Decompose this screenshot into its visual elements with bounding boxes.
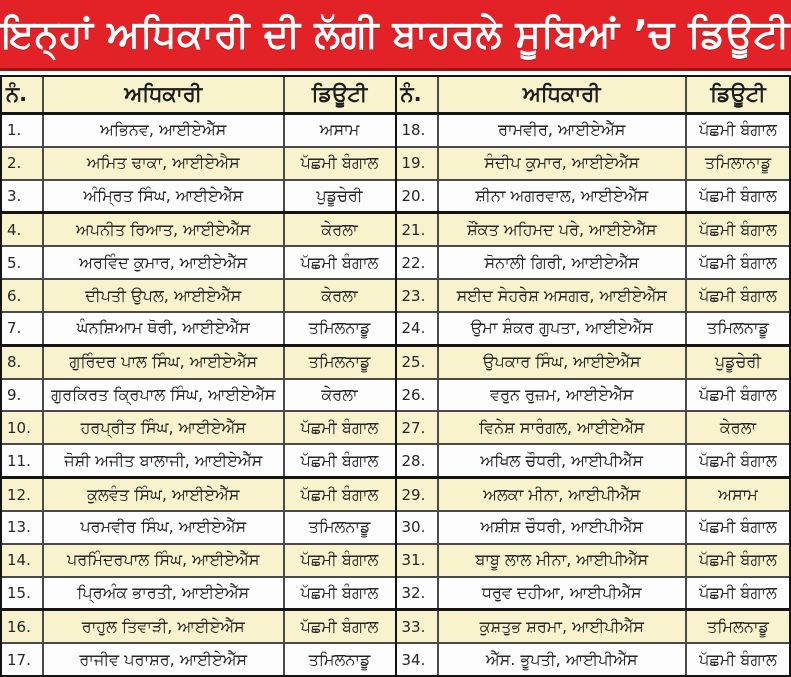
table-header-row (397, 77, 790, 115)
table-row (397, 412, 790, 445)
officer-name: ਐੱਸ. ਭੂਪਤੀ, ਆਈਪੀਐੱਸ (439, 644, 688, 675)
row-number: 19. (397, 148, 439, 179)
row-number: 15. (2, 578, 44, 609)
duty-state: ਤਮਿਲਨਾਡੂ (308, 352, 371, 372)
table-row (2, 512, 395, 545)
row-number: 25. (397, 347, 439, 378)
row-number: 14. (2, 545, 44, 576)
duty-state: ਪੱਛਮੀ ਬੰਗਾਲ (699, 186, 777, 206)
row-number: 8. (2, 347, 44, 378)
officer-name: ਪਰਮਵੀਰ ਸਿੰਘ, ਆਈਏਐੱਸ (44, 512, 285, 543)
table-row (397, 611, 790, 644)
duty-state: ਪੱਛਮੀ ਬੰਗਾਲ (300, 417, 379, 437)
row-number: 21. (397, 214, 439, 245)
row-number: 18. (397, 115, 439, 146)
row-number: 5. (2, 247, 44, 278)
officer-name: ਉਪਕਾਰ ਸਿੰਘ, ਆਈਏਐੱਸ (439, 347, 688, 378)
table-row (2, 347, 395, 380)
duty-state: ਪੱਛਮੀ ਬੰਗਾਲ (699, 550, 777, 570)
row-number: 24. (397, 313, 439, 344)
duty-state: ਕੇਰਲਾ (321, 385, 358, 405)
duty-state: ਪੱਛਮੀ ਬੰਗਾਲ (699, 450, 777, 470)
column-header-officer: ਅਧਿਕਾਰੀ (44, 77, 285, 112)
officers-table-left (2, 77, 397, 675)
table-row (2, 214, 395, 247)
row-number: 11. (2, 445, 44, 476)
officer-name: ਅੰਮ੍ਰਿਤ ਸਿੰਘ, ਆਈਏਐੱਸ (44, 181, 285, 212)
officer-name: ਗੁਰਕਿਰਤ ਕ੍ਰਿਪਾਲ ਸਿੰਘ, ਆਈਏਐੱਸ (44, 380, 285, 411)
table-row (397, 445, 790, 479)
duty-state: ਪੱਛਮੀ ਬੰਗਾਲ (300, 484, 379, 504)
duty-state: ਪੱਛਮੀ ਬੰਗਾਲ (699, 252, 777, 272)
column-header-duty: ਡਿਊਟੀ (710, 82, 766, 106)
duty-state: ਤਮਿਲਨਾਡੂ (707, 318, 769, 338)
duty-state: ਪੱਛਮੀ ਬੰਗਾਲ (699, 517, 777, 537)
duty-state: ਕੇਰਲਾ (321, 219, 358, 239)
duty-state: ਪੱਛਮੀ ਬੰਗਾਲ (300, 616, 379, 636)
table-row (397, 148, 790, 181)
duty-state: ਕੇਰਲਾ (719, 417, 757, 437)
table-row (2, 611, 395, 644)
officer-name: ਰਾਜੀਵ ਪਰਾਸ਼ਰ, ਆਈਏਐੱਸ (44, 644, 285, 675)
table-row (2, 644, 395, 675)
officer-name: ਪ੍ਰਿਅੰਕ ਭਾਰਤੀ, ਆਈਏਐੱਸ (44, 578, 285, 609)
duty-state: ਪੱਛਮੀ ਬੰਗਾਲ (300, 550, 379, 570)
officer-name: ਅਮਿਤ ਢਾਕਾ, ਆਈਏਐਸ (44, 148, 285, 179)
officer-name: ਜੋਸ਼ੀ ਅਜੀਤ ਬਾਲਾਜੀ, ਆਈਏਐੱਸ (44, 445, 285, 476)
table-row (2, 247, 395, 280)
row-number: 33. (397, 611, 439, 642)
row-number: 22. (397, 247, 439, 278)
column-header-number: ਨੰ. (397, 77, 439, 112)
page-title: ਇਨ੍ਹਾਂ ਅਧਿਕਾਰੀ ਦੀ ਲੱਗੀ ਬਾਹਰਲੇ ਸੂਬਿਆਂ ’ਚ ਡਿਊਟੀ (0, 0, 791, 71)
table-header-row (2, 77, 395, 115)
row-number: 34. (397, 644, 439, 675)
row-number: 29. (397, 479, 439, 510)
row-number: 27. (397, 412, 439, 443)
row-number: 20. (397, 181, 439, 212)
column-header-duty: ਡਿਊਟੀ (311, 82, 368, 106)
officer-name: ਅਰਵਿੰਦ ਕੁਮਾਰ, ਆਈਏਐੱਸ (44, 247, 285, 278)
table-row (397, 545, 790, 578)
table-row (397, 115, 790, 148)
duty-state: ਪੱਛਮੀ ਬੰਗਾਲ (699, 385, 777, 405)
officer-name: ਪਰਮਿੰਦਰਪਾਲ ਸਿੰਘ, ਆਈਏਐੱਸ (44, 545, 285, 576)
officer-name: ਕੁਲਵੰਤ ਸਿੰਘ, ਆਈਏਐੱਸ (44, 479, 285, 510)
row-number: 30. (397, 512, 439, 543)
row-number: 16. (2, 611, 44, 642)
row-number: 23. (397, 280, 439, 311)
row-number: 31. (397, 545, 439, 576)
duty-state: ਪੁਡੂਚੇਰੀ (714, 352, 762, 372)
table-row (2, 181, 395, 215)
table-row (2, 412, 395, 445)
officer-name: ਬਾਬੂ ਲਾਲ ਮੀਨਾ, ਆਈਪੀਐੱਸ (439, 545, 688, 576)
officer-name: ਗੁਰਿੰਦਰ ਪਾਲ ਸਿੰਘ, ਆਈਏਐੱਸ (44, 347, 285, 378)
table-row (397, 347, 790, 380)
row-number: 32. (397, 578, 439, 609)
row-number: 28. (397, 445, 439, 476)
table-row (397, 578, 790, 612)
officer-name: ਵਰੁਨ ਰੁਜ਼ਮ, ਆਈਏਐੱਸ (439, 380, 688, 411)
officer-name: ਸੰਦੀਪ ਕੁਮਾਰ, ਆਈਏਐੱਸ (439, 148, 688, 179)
officer-name: ਕੁਸ਼ਤੁਭ ਸ਼ਰਮਾ, ਆਈਪੀਐੱਸ (439, 611, 688, 642)
row-number: 2. (2, 148, 44, 179)
column-header-officer: ਅਧਿਕਾਰੀ (439, 77, 688, 112)
duty-state: ਪੱਛਮੀ ਬੰਗਾਲ (300, 153, 379, 173)
officers-duty-tables (0, 75, 791, 677)
table-row (2, 280, 395, 313)
row-number: 9. (2, 380, 44, 411)
table-row (397, 181, 790, 215)
row-number: 1. (2, 115, 44, 146)
officer-name: ਉਮਾ ਸ਼ੰਕਰ ਗੁਪਤਾ, ਆਈਏਐੱਸ (439, 313, 688, 344)
duty-state: ਪੱਛਮੀ ਬੰਗਾਲ (300, 583, 379, 602)
table-row (397, 280, 790, 313)
officer-name: ਸ਼ੌਂਕਤ ਅਹਿਮਦ ਪਰੇ, ਆਈਏਐੱਸ (439, 214, 688, 245)
officer-name: ਹਰਪ੍ਰੀਤ ਸਿੰਘ, ਆਈਏਐੱਸ (44, 412, 285, 443)
table-row (2, 445, 395, 479)
row-number: 12. (2, 479, 44, 510)
duty-state: ਅਸਾਮ (718, 484, 758, 504)
duty-state: ਪੱਛਮੀ ਬੰਗਾਲ (699, 285, 777, 305)
duty-state: ਪੱਛਮੀ ਬੰਗਾਲ (699, 219, 777, 239)
row-number: 26. (397, 380, 439, 411)
table-row (2, 578, 395, 612)
officer-name: ਸ਼ੀਨਾ ਅਗਰਵਾਲ, ਆਈਏਐੱਸ (439, 181, 688, 212)
officers-table-right (397, 77, 790, 675)
duty-state: ਪੱਛਮੀ ਬੰਗਾਲ (699, 649, 777, 669)
duty-state: ਤਮਿਲਨਾਡੂ (308, 649, 371, 669)
duty-state: ਤਮਿਲਨਾਡੂ (308, 517, 371, 537)
row-number: 10. (2, 412, 44, 443)
officer-name: ਵਿਨੇਸ਼ ਸਾਰੰਗਲ, ਆਈਏਐੱਸ (439, 412, 688, 443)
table-row (2, 479, 395, 512)
duty-state: ਪੱਛਮੀ ਬੰਗਾਲ (300, 252, 379, 272)
row-number: 7. (2, 313, 44, 344)
officer-name: ਰਾਹੁਲ ਤਿਵਾੜੀ, ਆਈਏਐੱਸ (44, 611, 285, 642)
duty-state: ਅਸਾਮ (319, 120, 360, 140)
officer-name: ਅਸ਼ੀਸ਼ ਚੌਧਰੀ, ਆਈਪੀਐੱਸ (439, 512, 688, 543)
duty-state: ਤਮਿਲਾਨਾਡੂ (704, 153, 772, 173)
officer-name: ਰਾਮਵੀਰ, ਆਈਏਐੱਸ (439, 115, 688, 146)
officer-name: ਅਪਨੀਤ ਰਿਆਤ, ਆਈਏਐੱਸ (44, 214, 285, 245)
duty-state: ਤਮਿਲਨਾਡੂ (707, 616, 769, 636)
table-row (397, 313, 790, 347)
officer-name: ਅਭਿਨਵ, ਆਈਏਐੱਸ (44, 115, 285, 146)
table-row (2, 148, 395, 181)
table-row (397, 644, 790, 675)
table-row (397, 512, 790, 545)
officer-name: ਘੰਨਸ਼ਿਆਮ ਥੋਰੀ, ਆਈਏਐੱਸ (44, 313, 285, 344)
officer-name: ਦੀਪਤੀ ਉਪਲ, ਆਈਏਐੱਸ (44, 280, 285, 311)
duty-state: ਤਮਿਲਨਾਡੂ (308, 318, 371, 338)
row-number: 3. (2, 181, 44, 212)
table-row (2, 545, 395, 578)
duty-state: ਕੇਰਲਾ (321, 285, 358, 305)
column-header-number: ਨੰ. (2, 77, 44, 112)
officer-name: ਸਈਦ ਸੇਹਰੇਸ਼ ਅਸਗਰ, ਆਈਏਐੱਸ (439, 280, 688, 311)
table-row (397, 247, 790, 280)
table-row (397, 479, 790, 512)
table-row (397, 380, 790, 413)
officer-name: ਅਖਿਲ ਚੌਧਰੀ, ਆਈਪੀਐੱਸ (439, 445, 688, 476)
row-number: 13. (2, 512, 44, 543)
officer-name: ਸੋਨਾਲੀ ਗਿਰੀ, ਆਈਏਐੱਸ (439, 247, 688, 278)
table-row (397, 214, 790, 247)
duty-state: ਪੁਡੂਚੇਰੀ (316, 186, 363, 206)
duty-state: ਪੱਛਮੀ ਬੰਗਾਲ (300, 450, 379, 470)
table-row (2, 380, 395, 413)
row-number: 6. (2, 280, 44, 311)
table-row (2, 115, 395, 148)
duty-state: ਪੱਛਮੀ ਬੰਗਾਲ (699, 583, 777, 602)
row-number: 17. (2, 644, 44, 675)
row-number: 4. (2, 214, 44, 245)
table-row (2, 313, 395, 347)
officer-name: ਅਲਕਾ ਮੀਨਾ, ਆਈਪੀਐੱਸ (439, 479, 688, 510)
duty-state: ਪੱਛਮੀ ਬੰਗਾਲ (699, 120, 777, 140)
officer-name: ਧਰੁਵ ਦਹੀਆ, ਆਈਪੀਐੱਸ (439, 578, 688, 609)
